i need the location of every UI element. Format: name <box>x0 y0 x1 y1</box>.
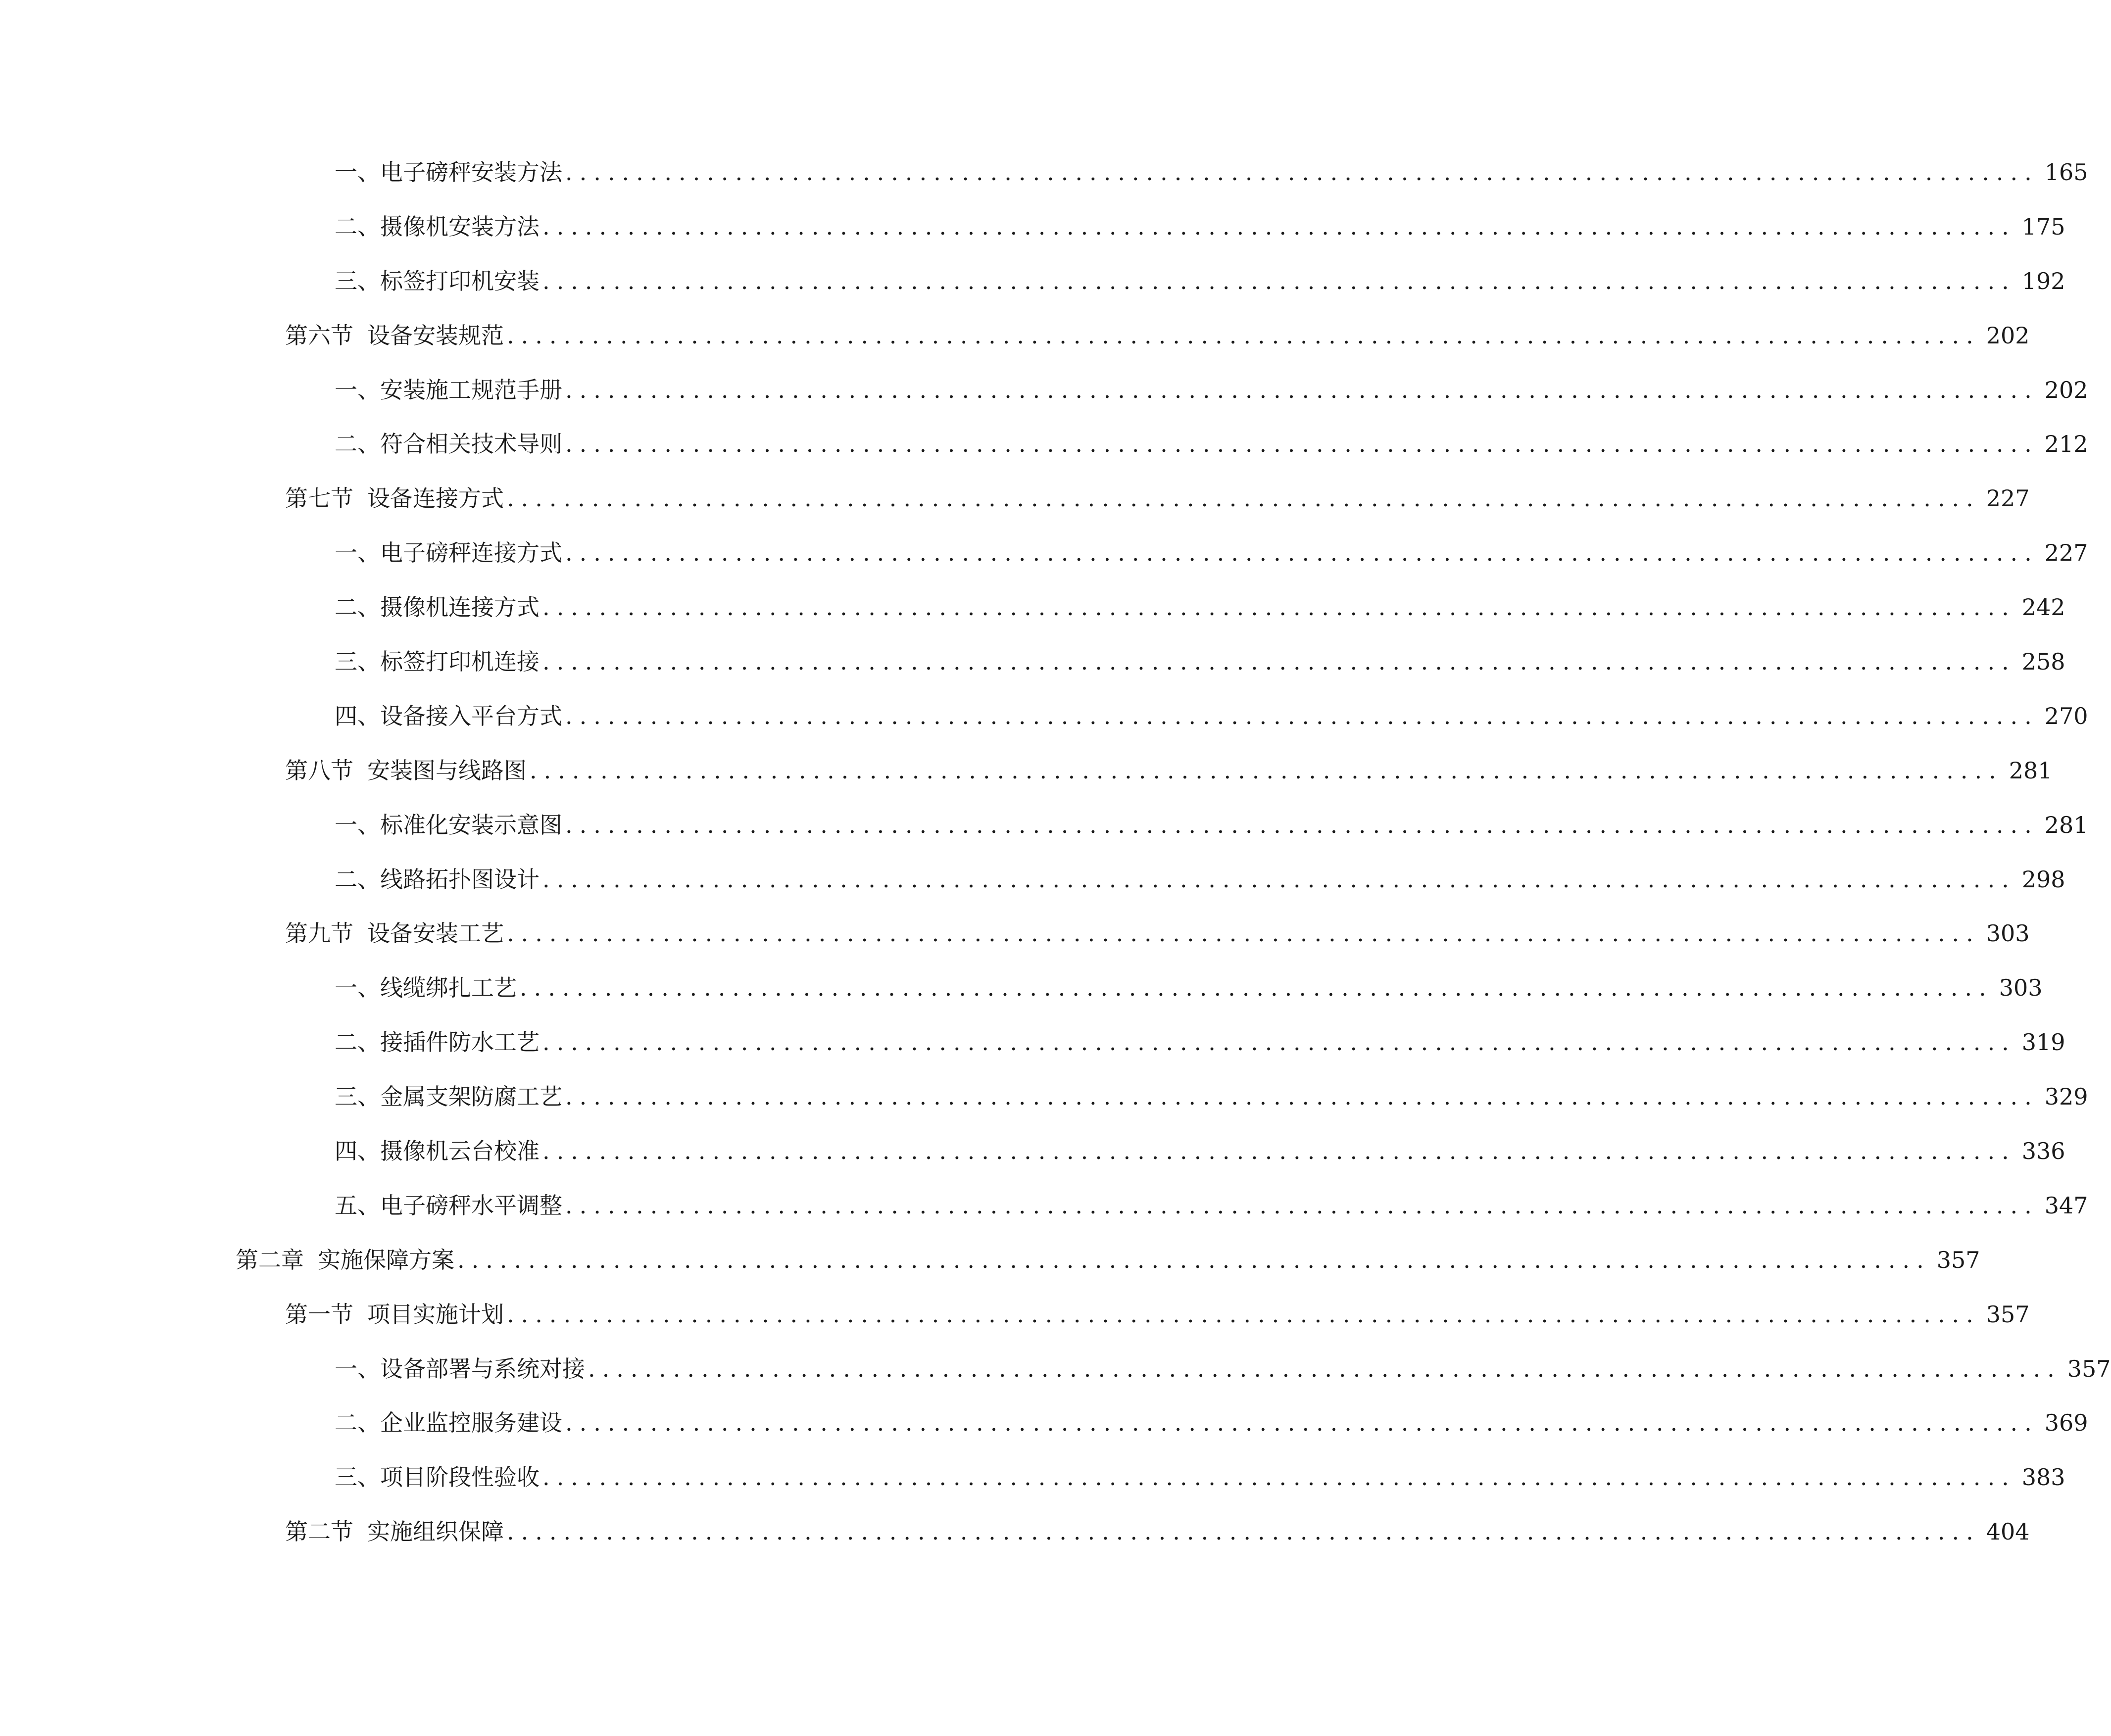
toc-entry-number: 一、 <box>335 539 380 567</box>
toc-entry-page: 336 <box>2021 1138 2065 1165</box>
toc-entry-page: 347 <box>2044 1192 2088 1219</box>
toc-entry-title: 项目阶段性验收 <box>380 1464 540 1491</box>
toc-leader-dots: ........................................................................................................ <box>542 648 2016 675</box>
toc-leader-dots: ........................................................................................................ <box>530 757 2003 784</box>
toc-leader-dots: ........................................................................................................ <box>542 594 2016 621</box>
toc-entry[interactable] <box>0 918 2030 973</box>
toc-entry-title: 实施保障方案 <box>318 1246 454 1273</box>
toc-entry-page: 357 <box>1986 1301 2030 1328</box>
toc-leader-dots: ........................................................................................................ <box>565 1409 2039 1437</box>
toc-leader-dots: ........................................................................................................ <box>565 159 2039 186</box>
toc-entry-title: 摄像机连接方式 <box>380 594 540 621</box>
toc-entry-title: 设备部署与系统对接 <box>380 1355 585 1382</box>
toc-leader-dots: ........................................................................................................ <box>507 1518 1980 1545</box>
toc-entry-title: 接插件防水工艺 <box>380 1029 540 1056</box>
toc-entry[interactable] <box>0 1027 2065 1082</box>
toc-entry-page: 383 <box>2021 1464 2065 1491</box>
toc-leader-dots: ........................................................................................................ <box>542 1464 2016 1491</box>
toc-entry-number: 第九节 <box>285 920 353 947</box>
toc-leader-dots: ........................................................................................................ <box>542 267 2016 294</box>
toc-entry[interactable] <box>0 756 2053 810</box>
toc-leader-dots: ........................................................................................................ <box>507 1301 1980 1328</box>
toc-entry-number: 一、 <box>335 974 380 1002</box>
toc-entry-page: 227 <box>1986 485 2030 512</box>
toc-entry-number: 第二章 <box>236 1246 304 1273</box>
toc-entry-number: 第一节 <box>285 1301 353 1328</box>
toc-entry-number: 一、 <box>335 1355 380 1382</box>
toc-entry-page: 270 <box>2044 702 2088 729</box>
toc-entry-title: 标签打印机连接 <box>380 648 540 675</box>
toc-entry-page: 357 <box>1936 1246 1980 1273</box>
toc-entry-number: 二、 <box>335 866 380 893</box>
toc-leader-dots: ........................................................................................................ <box>565 539 2039 567</box>
toc-entry[interactable] <box>0 810 2088 865</box>
toc-entry-title: 企业监控服务建设 <box>380 1409 562 1437</box>
toc-leader-dots: ........................................................................................................ <box>520 974 1993 1002</box>
toc-entry[interactable] <box>0 157 2088 212</box>
toc-entry[interactable] <box>0 1354 2111 1408</box>
toc-entry-page: 298 <box>2021 866 2065 893</box>
toc-entry-page: 212 <box>2044 431 2088 458</box>
toc-entry-number: 五、 <box>335 1192 380 1219</box>
toc-entry-title: 金属支架防腐工艺 <box>380 1083 562 1110</box>
toc-entry-title: 项目实施计划 <box>367 1301 504 1328</box>
toc-entry-title: 标签打印机安装 <box>380 267 540 294</box>
toc-entry-number: 二、 <box>335 431 380 458</box>
toc-entry-page: 242 <box>2021 594 2065 621</box>
toc-leader-dots: ........................................................................................................ <box>565 702 2039 729</box>
toc-entry-page: 329 <box>2044 1083 2088 1110</box>
toc-entry-title: 设备接入平台方式 <box>380 702 562 729</box>
toc-leader-dots: ........................................................................................................ <box>542 866 2016 893</box>
toc-entry[interactable] <box>0 865 2065 919</box>
toc-entry-number: 第七节 <box>285 485 353 512</box>
toc-entry-page: 303 <box>1986 920 2030 947</box>
toc-entry-number: 一、 <box>335 376 380 403</box>
toc-entry[interactable] <box>0 1191 2088 1245</box>
toc-leader-dots: ........................................................................................................ <box>507 322 1980 349</box>
toc-entry-page: 319 <box>2021 1029 2065 1056</box>
toc-entry-number: 三、 <box>335 1464 380 1491</box>
toc-entry-number: 三、 <box>335 267 380 294</box>
toc-entry-title: 摄像机安装方法 <box>380 213 540 240</box>
toc-entry-number: 一、 <box>335 159 380 186</box>
toc-entry-number: 四、 <box>335 1138 380 1165</box>
toc-entry[interactable] <box>0 701 2088 756</box>
toc-leader-dots: ........................................................................................................ <box>457 1246 1931 1273</box>
table-of-contents <box>0 157 2111 1571</box>
toc-entry-number: 第二节 <box>285 1518 353 1545</box>
toc-entry-page: 303 <box>1999 974 2043 1002</box>
toc-entry-number: 四、 <box>335 702 380 729</box>
toc-entry-title: 设备安装规范 <box>367 322 504 349</box>
toc-entry-title: 线缆绑扎工艺 <box>380 974 517 1002</box>
toc-leader-dots: ........................................................................................................ <box>565 431 2039 458</box>
toc-entry-title: 符合相关技术导则 <box>380 431 562 458</box>
toc-entry-title: 摄像机云台校准 <box>380 1138 540 1165</box>
toc-entry-number: 三、 <box>335 648 380 675</box>
toc-entry-number: 第八节 <box>285 757 353 784</box>
toc-entry-title: 电子磅秤连接方式 <box>380 539 562 567</box>
toc-entry-page: 192 <box>2021 267 2065 294</box>
toc-entry-page: 281 <box>2044 811 2088 838</box>
toc-leader-dots: ........................................................................................................ <box>565 1083 2039 1110</box>
toc-entry-page: 165 <box>2044 159 2088 186</box>
toc-entry-page: 227 <box>2044 539 2088 567</box>
toc-entry-title: 线路拓扑图设计 <box>380 866 540 893</box>
toc-entry-title: 电子磅秤安装方法 <box>380 159 562 186</box>
toc-entry-number: 二、 <box>335 594 380 621</box>
toc-leader-dots: ........................................................................................................ <box>507 485 1980 512</box>
toc-entry-page: 357 <box>2067 1355 2111 1382</box>
toc-entry[interactable] <box>0 375 2088 430</box>
toc-entry-page: 175 <box>2021 213 2065 240</box>
toc-entry[interactable] <box>0 1245 1980 1300</box>
toc-entry[interactable] <box>0 1136 2065 1191</box>
toc-entry[interactable] <box>0 1300 2030 1354</box>
toc-entry-title: 设备安装工艺 <box>367 920 504 947</box>
toc-entry[interactable] <box>0 1082 2088 1136</box>
toc-entry-number: 第六节 <box>285 322 353 349</box>
toc-entry[interactable] <box>0 592 2065 647</box>
toc-entry-page: 202 <box>2044 376 2088 403</box>
toc-entry-title: 实施组织保障 <box>367 1518 504 1545</box>
toc-entry-title: 设备连接方式 <box>367 485 504 512</box>
toc-entry-number: 二、 <box>335 1409 380 1437</box>
toc-leader-dots: ........................................................................................................ <box>565 376 2039 403</box>
toc-leader-dots: ........................................................................................................ <box>542 1029 2016 1056</box>
toc-entry-number: 二、 <box>335 1029 380 1056</box>
toc-entry-page: 281 <box>2009 757 2053 784</box>
toc-entry[interactable] <box>0 1408 2088 1462</box>
toc-leader-dots: ........................................................................................................ <box>542 1138 2016 1165</box>
toc-entry[interactable] <box>0 212 2065 266</box>
toc-leader-dots: ........................................................................................................ <box>565 1192 2039 1219</box>
toc-leader-dots: ........................................................................................................ <box>565 811 2039 838</box>
toc-entry[interactable] <box>0 538 2088 592</box>
toc-entry-title: 安装图与线路图 <box>367 757 527 784</box>
toc-entry-page: 258 <box>2021 648 2065 675</box>
toc-entry-number: 二、 <box>335 213 380 240</box>
toc-entry-page: 404 <box>1986 1518 2030 1545</box>
toc-entry[interactable] <box>0 973 2043 1027</box>
toc-leader-dots: ........................................................................................................ <box>507 920 1980 947</box>
toc-entry[interactable] <box>0 321 2030 375</box>
toc-entry[interactable] <box>0 1517 2030 1571</box>
toc-entry-title: 安装施工规范手册 <box>380 376 562 403</box>
toc-entry[interactable] <box>0 647 2065 701</box>
toc-entry[interactable] <box>0 429 2088 483</box>
toc-entry[interactable] <box>0 1462 2065 1517</box>
toc-leader-dots: ........................................................................................................ <box>588 1355 2062 1382</box>
toc-entry-number: 一、 <box>335 811 380 838</box>
toc-leader-dots: ........................................................................................................ <box>542 213 2016 240</box>
toc-entry-title: 电子磅秤水平调整 <box>380 1192 562 1219</box>
toc-entry[interactable] <box>0 266 2065 321</box>
toc-entry-page: 202 <box>1986 322 2030 349</box>
toc-entry-page: 369 <box>2044 1409 2088 1437</box>
toc-entry-number: 三、 <box>335 1083 380 1110</box>
toc-entry[interactable] <box>0 483 2030 538</box>
toc-entry-title: 标准化安装示意图 <box>380 811 562 838</box>
